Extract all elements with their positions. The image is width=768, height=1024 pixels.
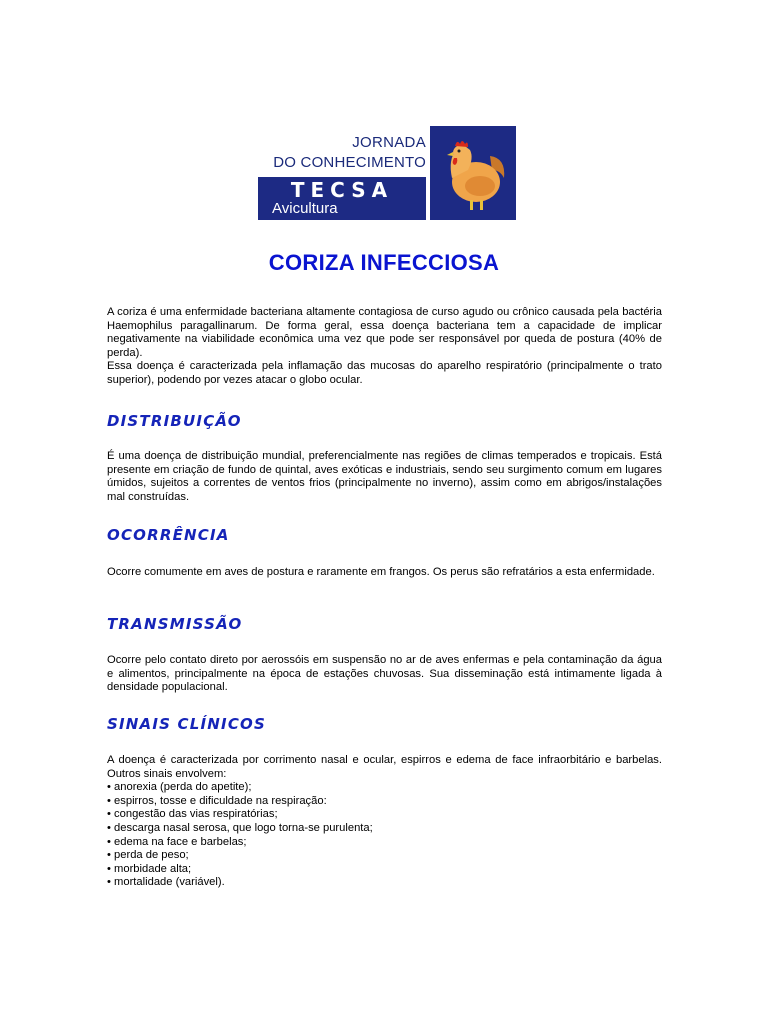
logo-text-panel bbox=[258, 126, 426, 220]
heading-transmissao: TRANSMISSÃO bbox=[107, 615, 243, 633]
distribuicao-paragraph bbox=[107, 450, 662, 504]
transmissao-paragraph bbox=[107, 654, 662, 695]
list-item: • perda de peso; bbox=[107, 849, 189, 862]
list-item: • descarga nasal serosa, que logo torna-se purulenta; bbox=[107, 821, 373, 834]
list-item: • anorexia (perda do apetite); bbox=[107, 781, 252, 794]
list-item: • mortalidade (variável). bbox=[107, 876, 225, 889]
logo-line1: JORNADA bbox=[352, 134, 426, 151]
hen-icon bbox=[430, 126, 516, 220]
intro-text-1: A coriza é uma enfermidade bacteriana altamente contagiosa de curso agudo ou crônico causada pela bactéria Haemophilus paragallinarum. De forma geral, essa doença bacteriana tem a capacidade de implicar negativamente na viabilidade econômica uma vez que pode ser responsável por queda de postura (40% de perda). bbox=[107, 306, 662, 359]
list-item: • edema na face e barbelas; bbox=[107, 835, 247, 848]
heading-ocorrencia: OCORRÊNCIA bbox=[107, 526, 230, 544]
sinais-intro-text: A doença é caracterizada por corrimento nasal e ocular, espirros e edema de face infraorbitário e barbelas. Outros sinais envolvem: bbox=[107, 754, 662, 780]
logo-line2: DO CONHECIMENTO bbox=[273, 154, 426, 171]
jornada-tecsa-logo bbox=[258, 126, 516, 220]
document-title: CORIZA INFECCIOSA bbox=[268, 250, 500, 275]
heading-sinais-clinicos: SINAIS CLÍNICOS bbox=[107, 715, 266, 733]
logo-subtitle: Avicultura bbox=[272, 200, 338, 217]
sinais-list bbox=[107, 781, 662, 890]
hen-icon-panel bbox=[430, 126, 516, 220]
intro-text-2: Essa doença é caracterizada pela inflamação das mucosas do aparelho respiratório (principalmente o trato superior), podendo por vezes atacar o globo ocular. bbox=[107, 360, 662, 386]
transmissao-text: Ocorre pelo contato direto por aerossóis em suspensão no ar de aves enfermas e pela contaminação da água e alimentos, principalmente na época de estações chuvosas. Sua disseminação está intimamente ligada à densidade populacional. bbox=[107, 654, 662, 694]
list-item: • morbidade alta; bbox=[107, 862, 192, 875]
ocorrencia-text: Ocorre comumente em aves de postura e raramente em frangos. Os perus são refratários a esta enfermidade. bbox=[107, 566, 655, 578]
intro-paragraph bbox=[107, 306, 662, 388]
list-item: • congestão das vias respiratórias; bbox=[107, 808, 278, 821]
distribuicao-text: É uma doença de distribuição mundial, preferencialmente nas regiões de climas temperados e tropicais. Está presente em criação de fundo de quintal, aves exóticas e industriais, sendo seu surgimento comum em lugares úmidos, sujeitos a correntes de ventos frios (principalmente no inverno), assim como em abrigos/instalações mal construídas. bbox=[107, 450, 662, 503]
heading-distribuicao: DISTRIBUIÇÃO bbox=[107, 412, 242, 430]
list-item: • espirros, tosse e dificuldade na respiração: bbox=[107, 794, 327, 807]
logo-brand: TECSA bbox=[290, 178, 394, 202]
ocorrencia-paragraph bbox=[107, 566, 662, 580]
sinais-paragraph bbox=[107, 754, 662, 890]
